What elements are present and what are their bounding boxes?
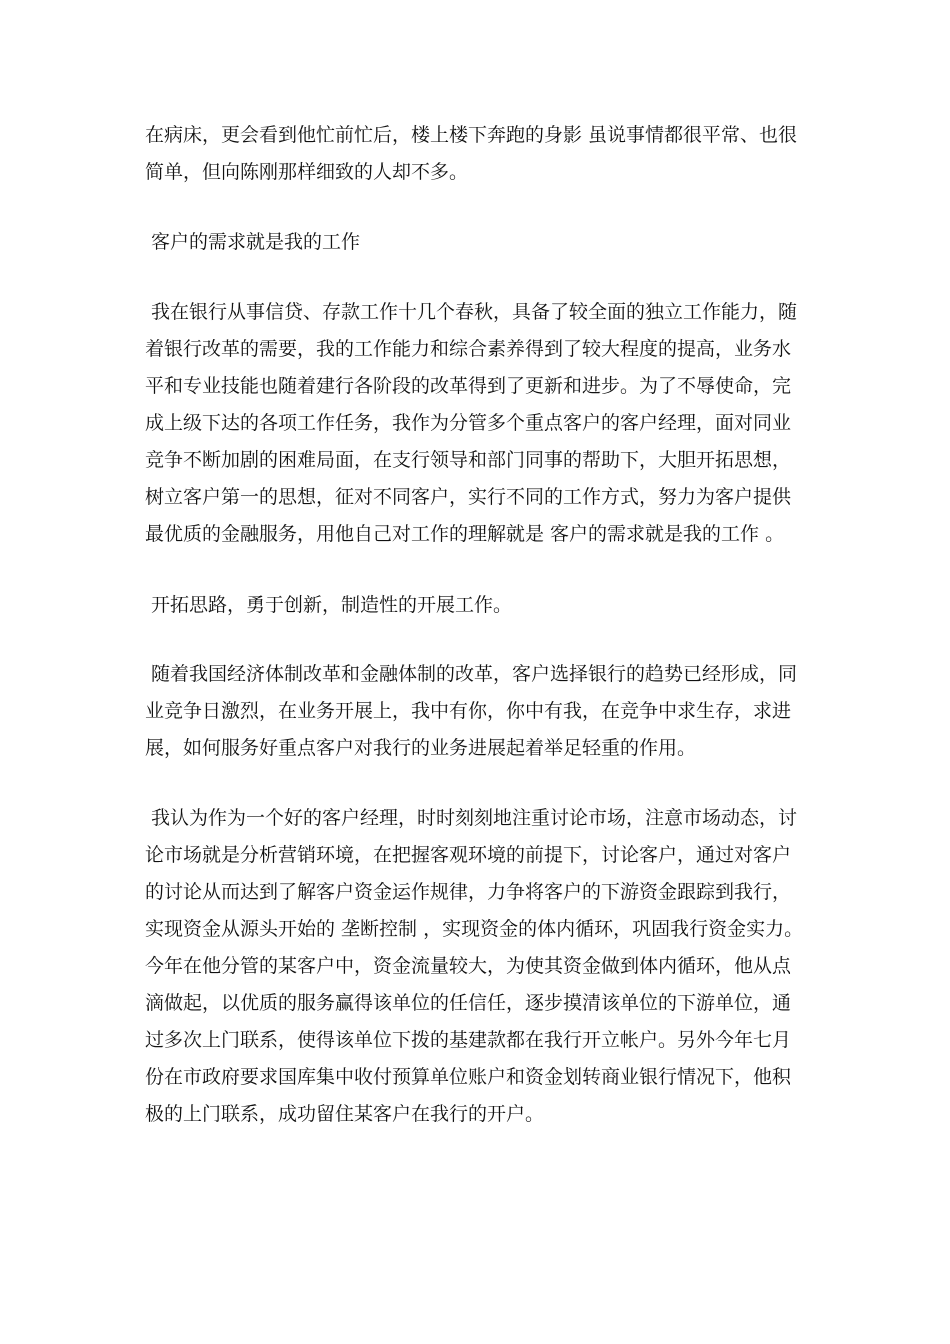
paragraph-line: 在病床，更会看到他忙前忙后，楼上楼下奔跑的身影 虽说事情都很平常、也很 (145, 124, 798, 146)
paragraph-line: 业竞争日激烈，在业务开展上，我中有你，你中有我，在竞争中求生存，求进 (145, 700, 792, 722)
paragraph-line: 论市场就是分析营销环境，在把握客观环境的前提下，讨论客户，通过对客户 (145, 844, 792, 866)
paragraph-line: 今年在他分管的某客户中，资金流量较大，为使其资金做到体内循环，他从点 (145, 955, 792, 977)
paragraph-line: 随着我国经济体制改革和金融体制的改革，客户选择银行的趋势已经形成，同 (145, 663, 798, 685)
paragraph-line: 树立客户第一的思想，征对不同客户，实行不同的工作方式，努力为客户提供 (145, 486, 792, 508)
section-heading: 客户的需求就是我的工作 (145, 231, 361, 253)
section-heading: 开拓思路，勇于创新，制造性的开展工作。 (145, 594, 513, 616)
paragraph-line: 展，如何服务好重点客户对我行的业务进展起着举足轻重的作用。 (145, 737, 697, 759)
paragraph-line: 份在市政府要求国库集中收付预算单位账户和资金划转商业银行情况下，他积 (145, 1066, 792, 1088)
paragraph-line: 简单，但向陈刚那样细致的人却不多。 (145, 161, 469, 183)
paragraph-line: 我在银行从事信贷、存款工作十几个春秋，具备了较全面的独立工作能力，随 (145, 301, 798, 323)
paragraph-line: 竞争不断加剧的困难局面，在支行领导和部门同事的帮助下，大胆开拓思想， (145, 449, 792, 471)
paragraph-line: 过多次上门联系，使得该单位下拨的基建款都在我行开立帐户。另外今年七月 (145, 1029, 792, 1051)
paragraph-line: 平和专业技能也随着建行各阶段的改革得到了更新和进步。为了不辱使命，完 (145, 375, 792, 397)
paragraph-line: 滴做起，以优质的服务赢得该单位的任信任，逐步摸清该单位的下游单位，通 (145, 992, 792, 1014)
paragraph-line: 的讨论从而达到了解客户资金运作规律，力争将客户的下游资金跟踪到我行， (145, 881, 792, 903)
paragraph-line: 我认为作为一个好的客户经理，时时刻刻地注重讨论市场，注意市场动态，讨 (145, 807, 798, 829)
paragraph-line: 最优质的金融服务，用他自己对工作的理解就是 客户的需求就是我的工作 。 (145, 523, 785, 545)
paragraph-line: 实现资金从源头开始的 垄断控制 ，实现资金的体内循环，巩固我行资金实力。 (145, 918, 804, 940)
paragraph-line: 着银行改革的需要，我的工作能力和综合素养得到了较大程度的提高，业务水 (145, 338, 792, 360)
paragraph-line: 成上级下达的各项工作任务，我作为分管多个重点客户的客户经理，面对同业 (145, 412, 792, 434)
paragraph-line: 极的上门联系，成功留住某客户在我行的开户。 (145, 1103, 545, 1125)
